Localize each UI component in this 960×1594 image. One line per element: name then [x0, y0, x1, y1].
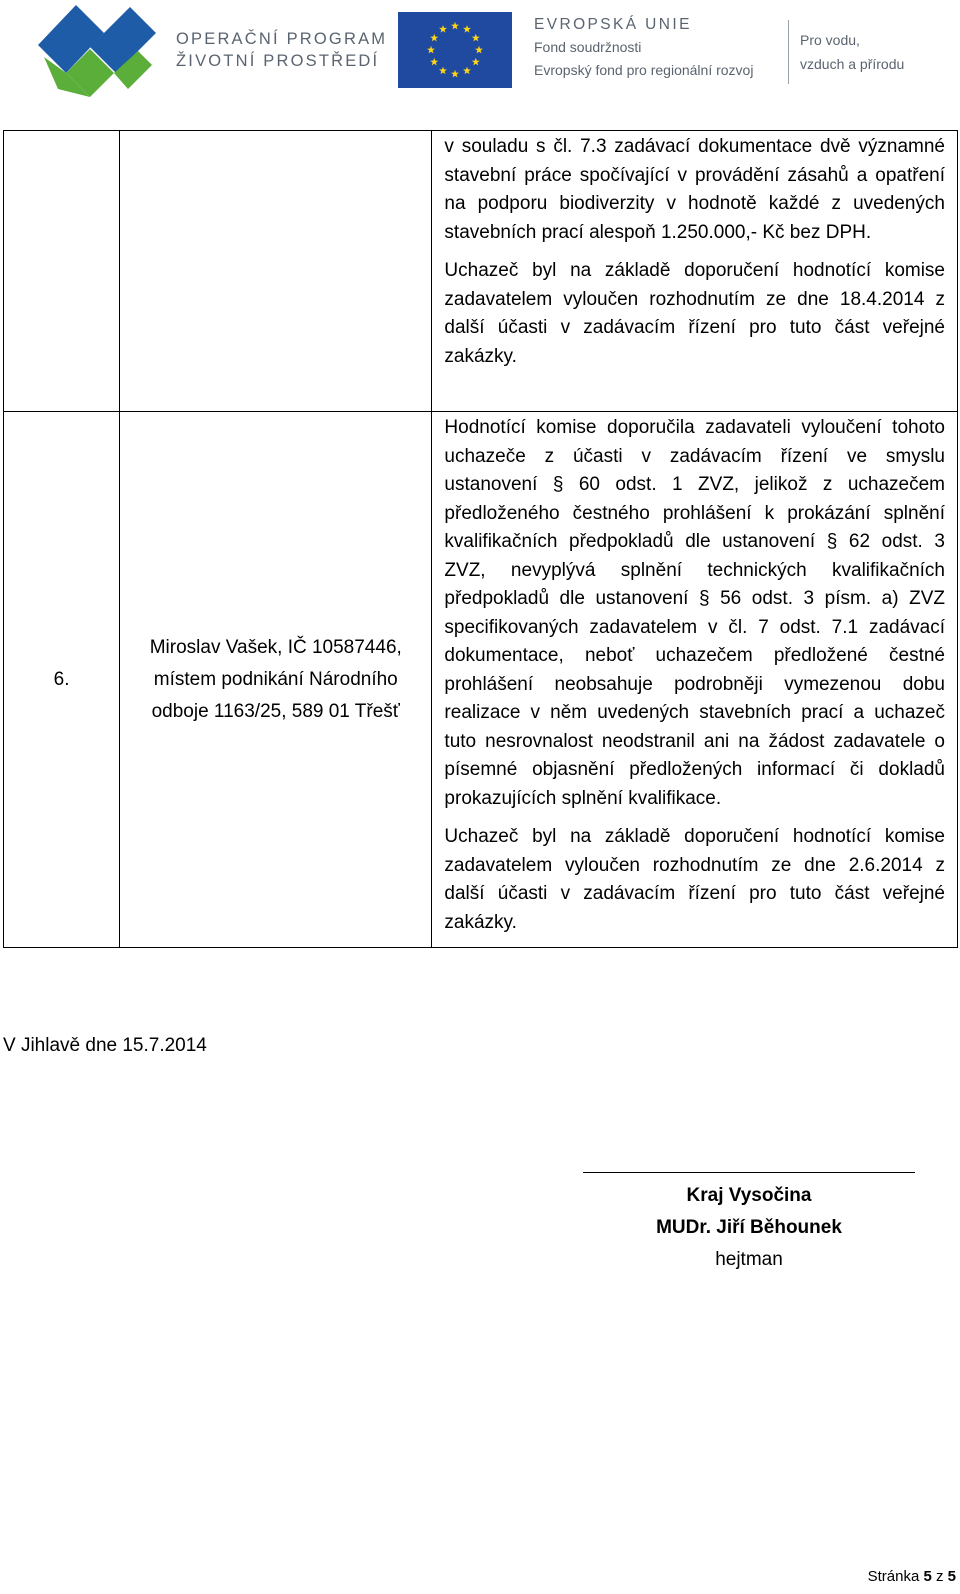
name-line: místem podnikání Národního	[153, 668, 398, 690]
place-date: V Jihlavě dne 15.7.2014	[3, 1035, 207, 1056]
name-line: Miroslav Vašek, IČ 10587446,	[149, 636, 402, 658]
page-number	[868, 1568, 956, 1585]
signature-org: Kraj Vysočina	[686, 1185, 812, 1206]
eu-fund-line1: Fond soudržnosti	[534, 39, 642, 55]
paragraph: Uchazeč byl na základě doporučení hodnotící komise zadavatelem vyloučen rozhodnutím ze dne 2.6.2014 z další účasti v zadávacím řízení pro tuto část veřejné zakázky.	[444, 826, 945, 933]
table-cell-description	[432, 412, 958, 948]
paragraph: v souladu s čl. 7.3 zadávací dokumentace dvě významné stavební práce spočívající v provádění zásahů a opatření na podporu biodiverzity v hodnotě každé z uvedených stavebních prací alespoň 1.250.000,- Kč bez DPH.	[444, 136, 945, 243]
signature-block	[600, 1180, 898, 1276]
tagline	[800, 28, 904, 76]
header-divider	[788, 20, 789, 84]
table-cell-name-prev	[120, 131, 432, 412]
opzp-line2: ŽIVOTNÍ PROSTŘEDÍ	[176, 52, 380, 70]
page-total: 5	[947, 1568, 956, 1585]
page-current: 5	[923, 1568, 932, 1585]
page-header	[0, 0, 960, 110]
page-prefix: Stránka	[867, 1568, 924, 1585]
table-cell-description-prev	[432, 131, 958, 412]
paragraph: Uchazeč byl na základě doporučení hodnotící komise zadavatelem vyloučen rozhodnutím ze dne 18.4.2014 z další účasti v zadávacím řízení pro tuto část veřejné zakázky.	[444, 260, 945, 367]
name-line: odboje 1163/25, 589 01 Třešť	[151, 700, 400, 722]
table-row	[4, 131, 958, 412]
table-cell-name	[120, 412, 432, 948]
eu-title: EVROPSKÁ UNIE	[534, 16, 692, 33]
page-sep: z	[931, 1568, 948, 1585]
tagline-line2: vzduch a přírodu	[800, 56, 905, 72]
opzp-line1: OPERAČNÍ PROGRAM	[176, 30, 388, 48]
table-cell-number-prev	[4, 131, 120, 412]
eu-flag-icon	[398, 12, 512, 88]
row-number: 6.	[53, 668, 70, 690]
tagline-line1: Pro vodu,	[800, 32, 860, 48]
table-cell-number	[4, 412, 120, 948]
table-row	[4, 412, 958, 948]
paragraph: Hodnotící komise doporučila zadavateli vyloučení tohoto uchazeče z účasti v zadávacím řízení ve smyslu ustanovení § 60 odst. 1 ZVZ, jelikož z uchazečem předloženého čestného prohlášení k prokázání splnění kvalifikačních předpokladů dle ustanovení § 62 odst. 3 ZVZ, nevyplývá splnění technických kvalifikačních předpokladů dle ustanovení § 56 odst. 3 písm. a) ZVZ specifikovaných zadavatelem v čl. 7 odst. 7.1 zadávací dokumentace, neboť uchazečem předložené čestné prohlášení neobsahuje podrobněji vymezenou dobu realizace v něm uvedených stavebních prací a uchazeč tuto nesrovnalost neodstranil ani na žádost zadavatele o písemné objasnění předložených informací či dokladů prokazujících splnění kvalifikace.	[444, 417, 945, 809]
opzp-logo-icon	[38, 5, 156, 99]
signature-title: hejtman	[715, 1249, 783, 1270]
results-table	[3, 130, 958, 948]
eu-logo-text	[534, 14, 753, 82]
eu-fund-line2: Evropský fond pro regionální rozvoj	[534, 62, 754, 78]
signature-name: MUDr. Jiří Běhounek	[656, 1217, 842, 1238]
opzp-logo-text	[176, 28, 387, 72]
signature-line	[583, 1172, 915, 1173]
